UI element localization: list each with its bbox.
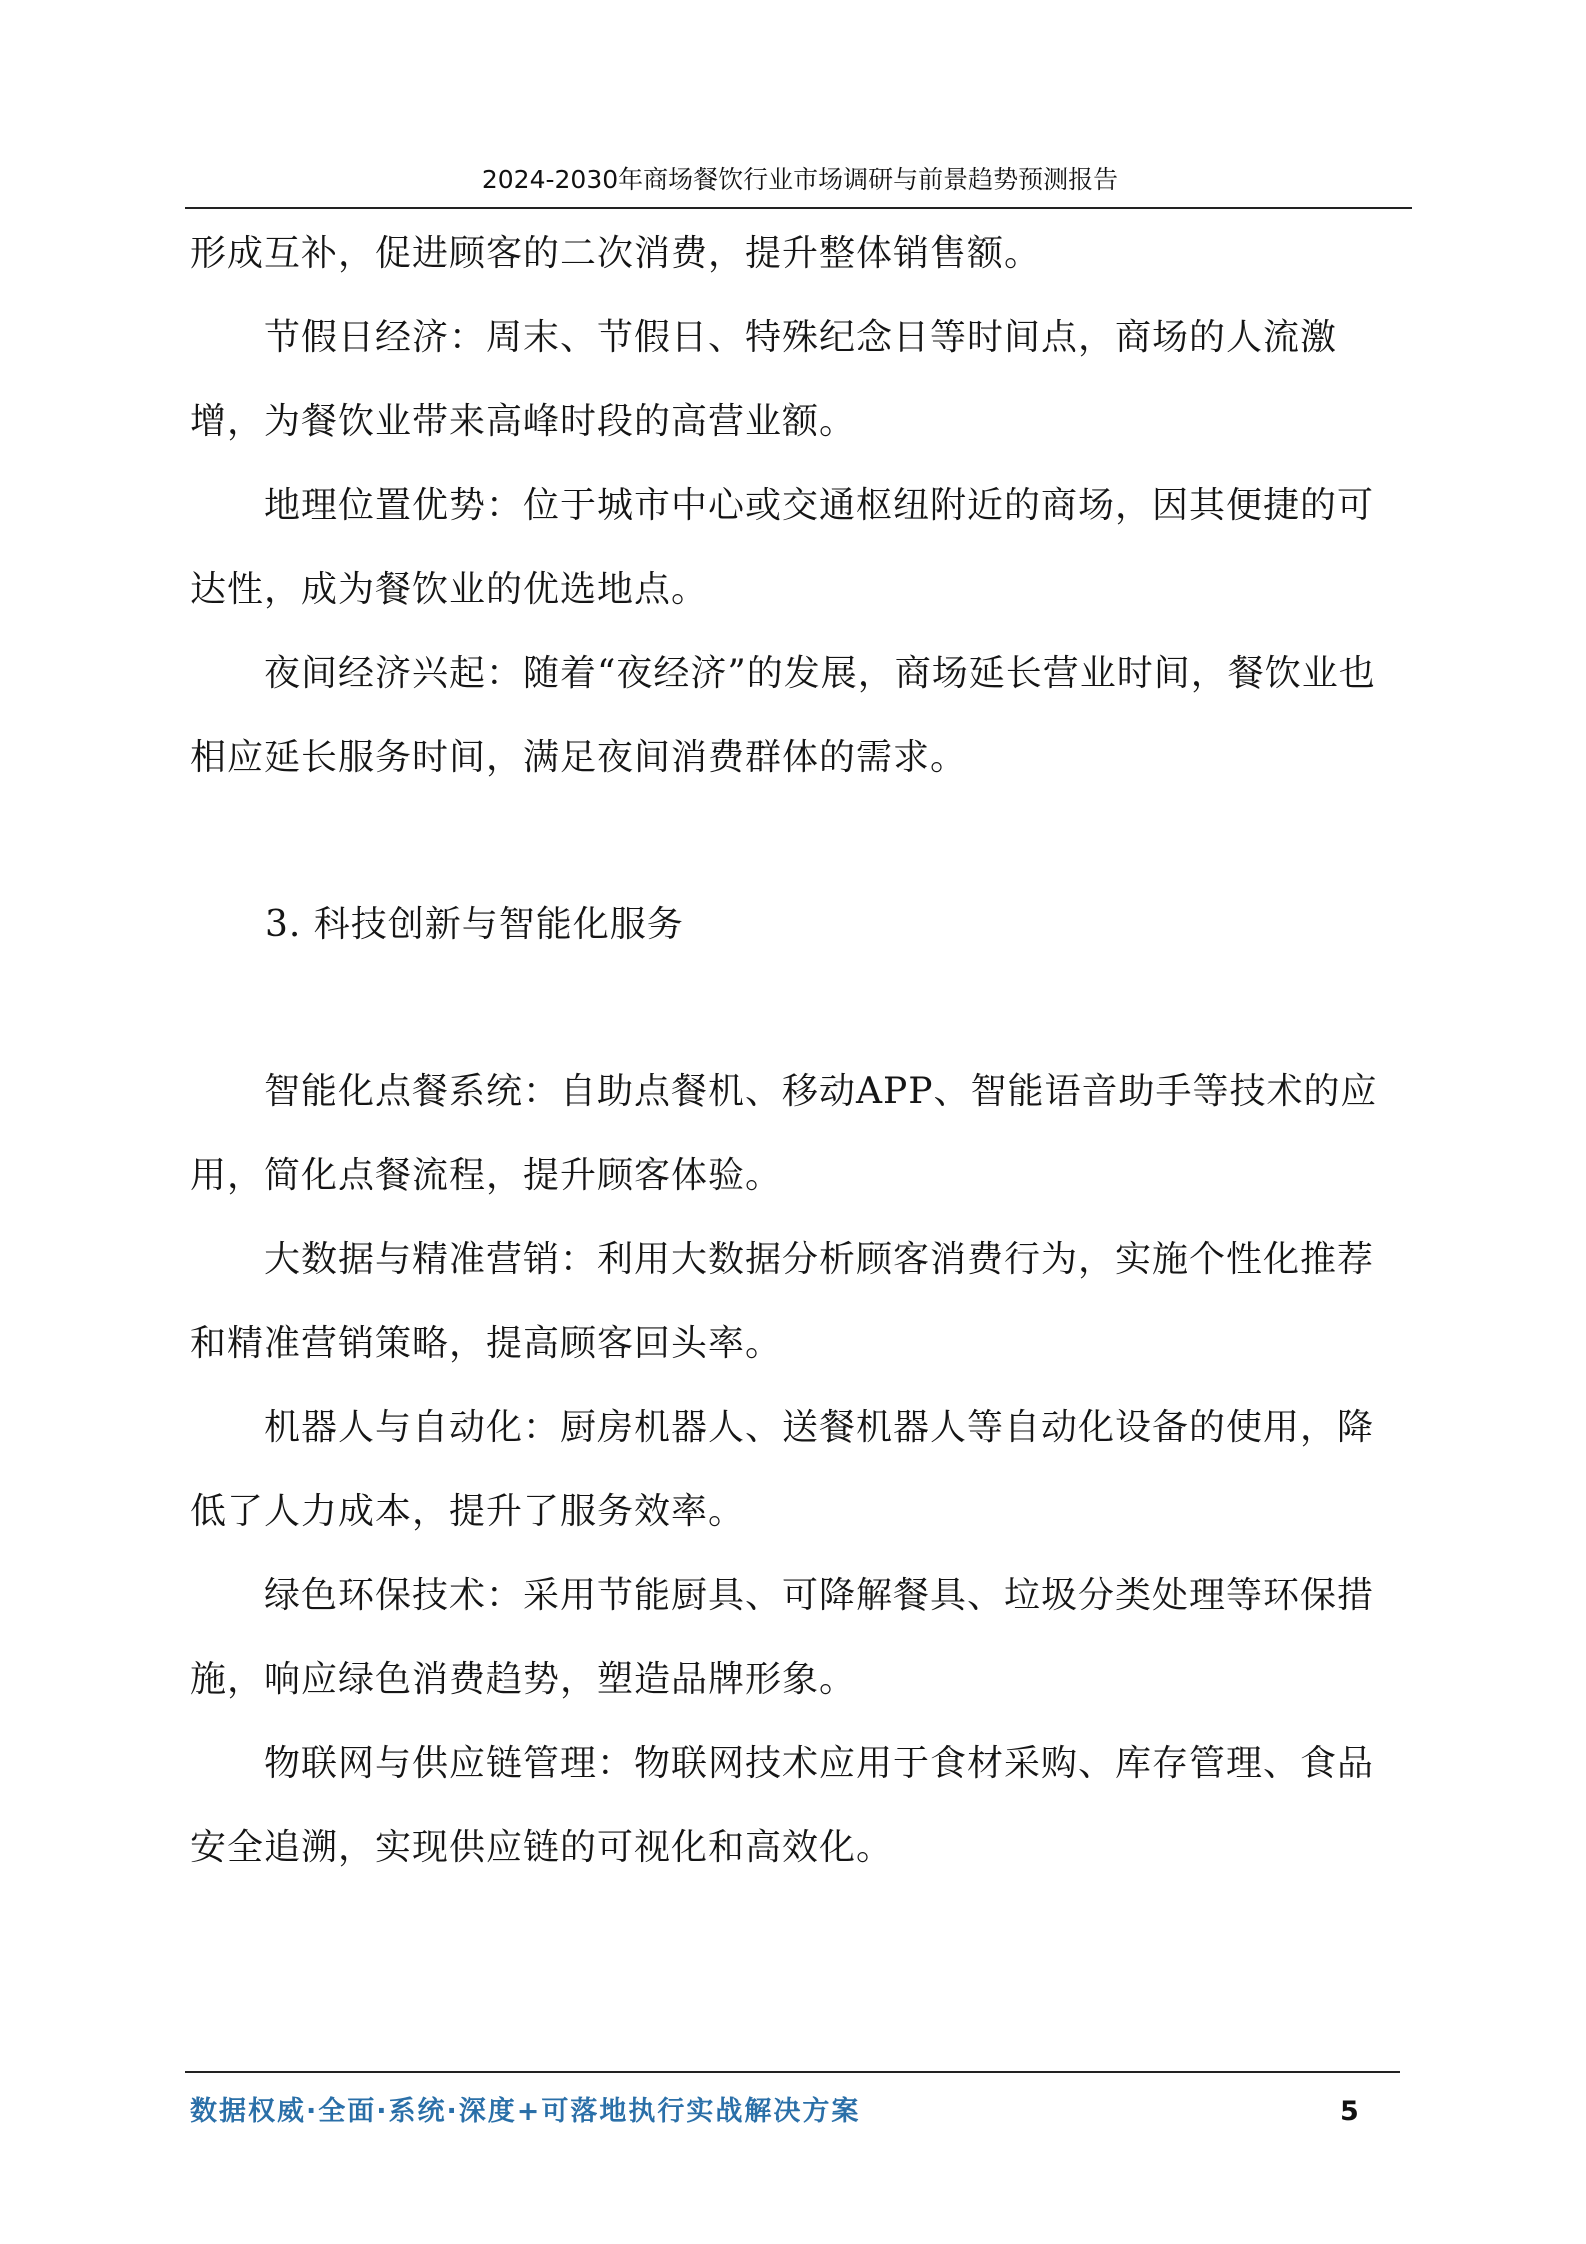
footer-divider	[185, 2071, 1400, 2073]
paragraph-big-data: 大数据与精准营销：利用大数据分析顾客消费行为，实施个性化推荐和精准营销策略，提高顾客回头率。	[190, 1239, 1375, 1364]
paragraph-robotics: 机器人与自动化：厨房机器人、送餐机器人等自动化设备的使用，降低了人力成本，提升了服务效率。	[190, 1407, 1375, 1532]
running-header: 2024-2030年商场餐饮行业市场调研与前景趋势预测报告	[481, 165, 1119, 194]
paragraph-smart-ordering: 智能化点餐系统：自助点餐机、移动APP、智能语音助手等技术的应用，简化点餐流程，提升顾客体验。	[190, 1071, 1378, 1196]
paragraph-iot-supply-chain: 物联网与供应链管理：物联网技术应用于食材采购、库存管理、食品安全追溯，实现供应链的可视化和高效化。	[190, 1743, 1375, 1868]
paragraph-green-tech: 绿色环保技术：采用节能厨具、可降解餐具、垃圾分类处理等环保措施，响应绿色消费趋势，塑造品牌形象。	[190, 1575, 1375, 1700]
section-heading: 3. 科技创新与智能化服务	[265, 904, 684, 945]
paragraph-night-economy: 夜间经济兴起：随着“夜经济”的发展，商场延长营业时间，餐饮业也相应延长服务时间，满足夜间消费群体的需求。	[190, 653, 1376, 778]
header-divider	[185, 207, 1412, 209]
paragraph-continuation: 形成互补，促进顾客的二次消费，提升整体销售额。	[190, 233, 1042, 274]
page-number: 5	[1340, 2096, 1359, 2127]
paragraph-holiday-economy: 节假日经济：周末、节假日、特殊纪念日等时间点，商场的人流激增，为餐饮业带来高峰时段的高营业额。	[190, 317, 1338, 442]
paragraph-location-advantage: 地理位置优势：位于城市中心或交通枢纽附近的商场，因其便捷的可达性，成为餐饮业的优选地点。	[190, 485, 1375, 610]
footer-slogan: 数据权威·全面·系统·深度+可落地执行实战解决方案	[190, 2096, 861, 2127]
